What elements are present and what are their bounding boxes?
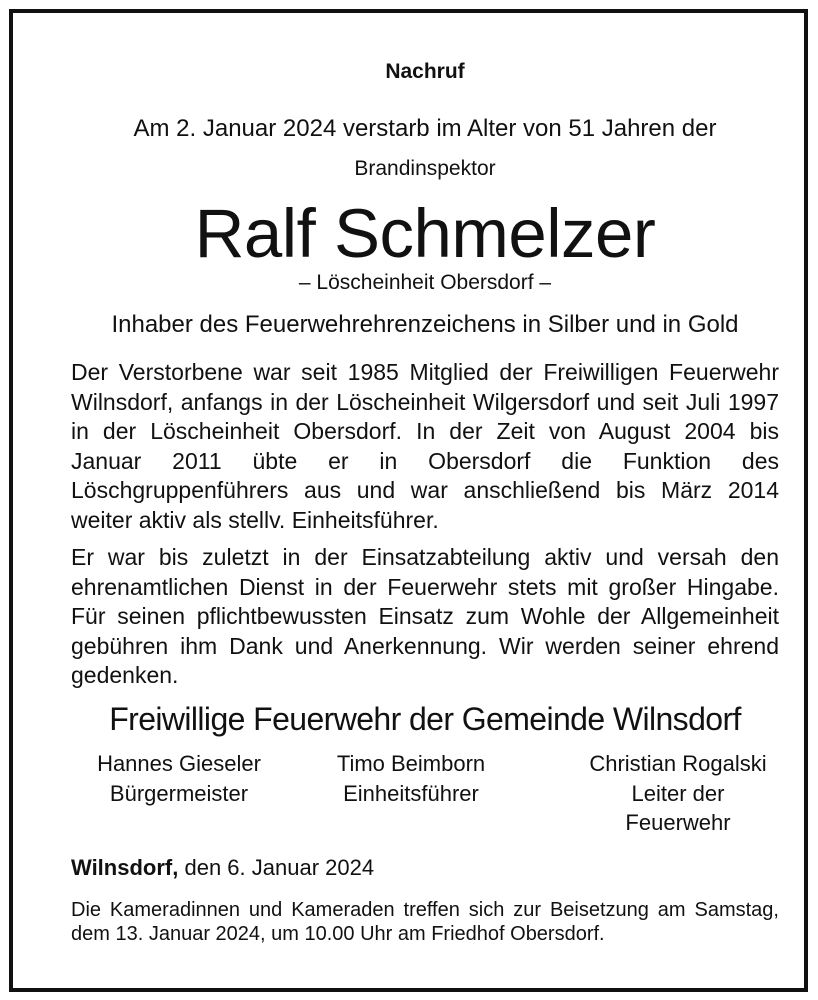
funeral-note: Die Kameradinnen und Kameraden treffen sich zur Beisetzung am Samstag, dem 13. Januar 2024, um 10.00 Uhr am Friedhof Obersdorf. [71, 899, 779, 945]
signatory [59, 749, 299, 808]
place: Wilnsdorf, [71, 855, 179, 880]
place-date-line [71, 855, 374, 881]
signatory-role: Bürgermeister [109, 780, 249, 806]
signatory-role: Einheitsführer [343, 780, 479, 806]
date: den 6. Januar 2024 [178, 855, 375, 880]
organization-name: Freiwillige Feuerwehr der Gemeinde Wilnsdorf [109, 701, 741, 737]
tribute-paragraph: Er war bis zuletzt in der Einsatzabteilung aktiv und versah den ehrenamtlichen Dienst in der Feuerwehr stets mit großer Hingabe. Für seinen pflichtbewussten Einsatz zum Wohle der Allgemeinheit gebühren ihm Dank und Anerkennung. Wir werden seiner ehrend gedenken. [71, 544, 779, 688]
honor-line: Inhaber des Feuerwehrehrenzeichens in Silber und in Gold [111, 311, 739, 338]
fire-unit: – Löscheinheit Obersdorf – [298, 271, 552, 294]
obituary-heading: Nachruf [385, 60, 465, 83]
biography-paragraph: Der Verstorbene war seit 1985 Mitglied der Freiwilligen Feuerwehr Wilnsdorf, anfangs in der Löscheinheit Wilgersdorf und seit Juli 1997 in der Löscheinheit Obersdorf. In der Zeit von August 2004 bis Januar 2011 übte er in Obersdorf die Funktion des Löschgruppenführers aus und war anschließend bis März 2014 weiter aktiv als stellv. Einheitsführer. [71, 359, 779, 533]
signatory-name: Christian Rogalski [589, 751, 767, 776]
signatory [291, 749, 531, 808]
obituary-frame [9, 9, 808, 992]
signatory-role: Leiter der Feuerwehr [625, 780, 731, 835]
deceased-name: Ralf Schmelzer [194, 195, 656, 272]
signatory-name: Timo Beimborn [336, 751, 486, 776]
signatory [548, 749, 808, 838]
rank-title: Brandinspektor [354, 157, 496, 180]
signatory-name: Hannes Gieseler [97, 751, 261, 776]
death-announcement: Am 2. Januar 2024 verstarb im Alter von 51 Jahren der [133, 115, 717, 142]
